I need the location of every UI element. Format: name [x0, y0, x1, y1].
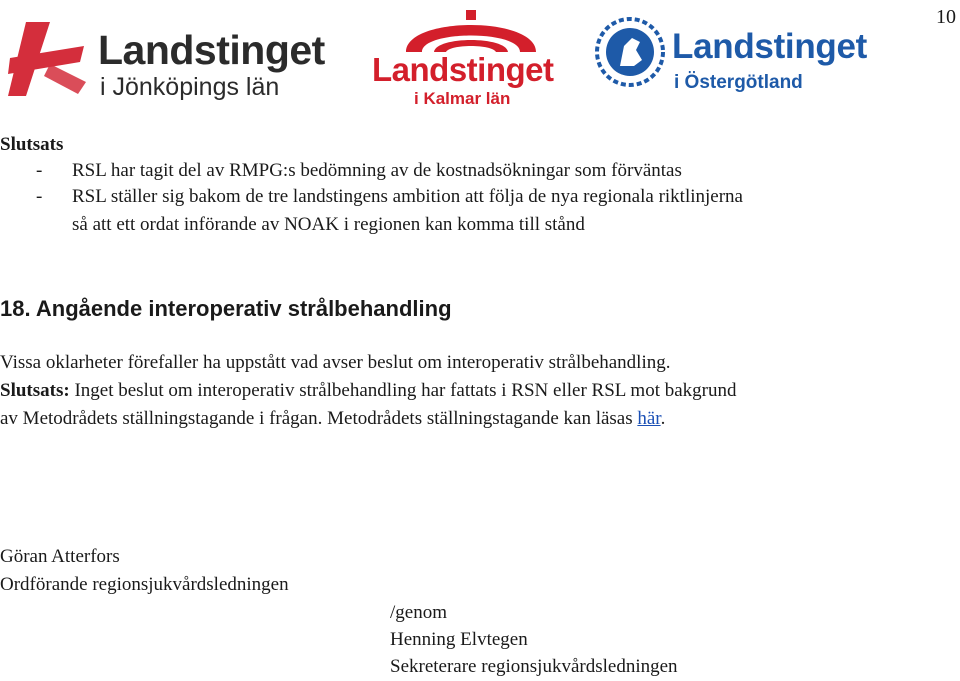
- logo-kalmar-title: Landstinget: [372, 51, 554, 88]
- chair-name: Göran Atterfors: [0, 546, 120, 567]
- section-18-paragraph-line-3: [0, 406, 665, 432]
- logo-ostergotland-title: Landstinget: [672, 27, 868, 66]
- conclusion-bullet-2-continued: [0, 212, 960, 238]
- logo-landstinget-ostergotland: [594, 12, 914, 102]
- secretary-name: Henning Elvtegen: [390, 629, 528, 650]
- section-18-paragraph-line-2: [0, 378, 736, 404]
- secretary-title: Sekreterare regionsjukvårdsledningen: [390, 656, 678, 677]
- kalmar-crown-icon: [396, 6, 546, 56]
- ostergotland-griffin-icon: [594, 16, 666, 88]
- paragraph-text: av Metodrådets ställningstagande i frågan. Metodrådets ställningstagande kan läsas: [0, 408, 638, 429]
- jonkoping-emblem-icon: [6, 18, 88, 96]
- logo-ostergotland-subtitle: i Östergötland: [674, 72, 803, 93]
- bullet-dash: -: [36, 160, 43, 181]
- logo-jonkoping-subtitle: i Jönköpings län: [100, 73, 280, 101]
- bullet-text: RSL ställer sig bakom de tre landstingens ambition att följa de nya regionala riktlinjerna: [72, 186, 743, 207]
- section-18-title: 18. Angående interoperativ strålbehandling: [0, 296, 452, 321]
- page-number: 10: [936, 6, 956, 28]
- slutsats-text: Inget beslut om interoperativ strålbehandling har fattats i RSN eller RSL mot bakgrund: [69, 380, 737, 401]
- logo-landstinget-jonkoping: [6, 14, 346, 100]
- via-text: /genom: [390, 602, 447, 623]
- slutsats-label: Slutsats:: [0, 380, 70, 401]
- chair-title: Ordförande regionsjukvårdsledningen: [0, 574, 289, 595]
- paragraph-end: .: [660, 408, 666, 429]
- logo-jonkoping-title: Landstinget: [98, 27, 325, 73]
- bullet-text-continued: så att ett ordat införande av NOAK i regionen kan komma till stånd: [72, 214, 585, 235]
- conclusion-bullet-2: [0, 184, 960, 210]
- conclusion-bullet-1: [0, 158, 960, 184]
- metodradet-link[interactable]: här: [637, 408, 661, 429]
- section-18-paragraph-line-1: Vissa oklarheter förefaller ha uppstått vad avser beslut om interoperativ strålbehandling.: [0, 352, 671, 373]
- conclusion-heading: Slutsats: [0, 134, 64, 155]
- bullet-text: RSL har tagit del av RMPG:s bedömning av de kostnadsökningar som förväntas: [72, 160, 682, 181]
- logo-landstinget-kalmar: [366, 6, 566, 106]
- bullet-dash: -: [36, 186, 43, 207]
- logo-kalmar-subtitle: i Kalmar län: [414, 89, 511, 108]
